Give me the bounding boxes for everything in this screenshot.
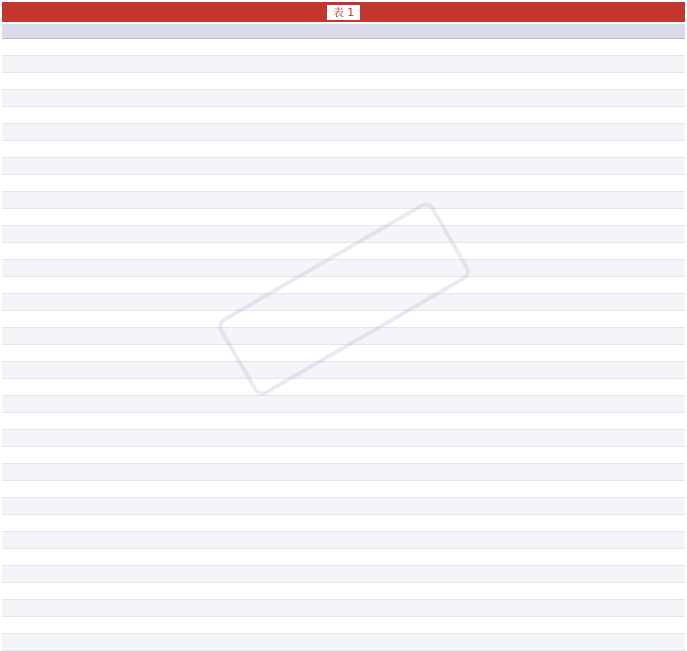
cell-drug [2,243,113,260]
cell-insurance [485,175,685,192]
cell-launch [402,498,485,515]
cell-drug [2,447,113,464]
cell-drug [2,311,113,328]
cell-launch [402,192,485,209]
cell-launch [402,107,485,124]
cell-drug [2,634,113,651]
cell-launch [402,345,485,362]
cell-area [113,90,216,107]
cell-area [113,345,216,362]
cell-drug [2,566,113,583]
cell-insurance [485,226,685,243]
cell-drug [2,498,113,515]
cell-indication [216,107,402,124]
cell-area [113,617,216,634]
cell-indication [216,600,402,617]
cell-insurance [485,328,685,345]
cell-drug [2,430,113,447]
cell-launch [402,634,485,651]
table-row [2,447,685,464]
cell-launch [402,90,485,107]
cell-drug [2,294,113,311]
cell-drug [2,413,113,430]
cell-insurance [485,430,685,447]
cell-launch [402,566,485,583]
cell-drug [2,583,113,600]
cell-indication [216,39,402,56]
cell-insurance [485,39,685,56]
cell-indication [216,549,402,566]
cell-insurance [485,158,685,175]
cell-insurance [485,260,685,277]
cell-launch [402,481,485,498]
cell-indication [216,90,402,107]
cell-area [113,583,216,600]
cell-drug [2,192,113,209]
table-row [2,396,685,413]
cell-area [113,328,216,345]
cell-launch [402,328,485,345]
cell-insurance [485,124,685,141]
cell-insurance [485,566,685,583]
cell-drug [2,73,113,90]
cell-drug [2,158,113,175]
table-row [2,73,685,90]
cell-area [113,158,216,175]
cell-drug [2,277,113,294]
cell-area [113,634,216,651]
cell-launch [402,175,485,192]
table-row [2,226,685,243]
table-row [2,634,685,651]
cell-area [113,73,216,90]
cell-indication [216,515,402,532]
cell-area [113,600,216,617]
header-row [2,24,685,39]
cell-area [113,549,216,566]
cell-drug [2,56,113,73]
table-row [2,379,685,396]
cell-drug [2,600,113,617]
cell-area [113,141,216,158]
cell-launch [402,56,485,73]
cell-insurance [485,515,685,532]
cell-insurance [485,481,685,498]
table-row [2,56,685,73]
table-row [2,362,685,379]
table-row [2,549,685,566]
cell-drug [2,209,113,226]
cell-launch [402,515,485,532]
cell-area [113,39,216,56]
cell-area [113,175,216,192]
table-row [2,481,685,498]
cell-indication [216,583,402,600]
cell-drug [2,175,113,192]
cell-insurance [485,311,685,328]
cell-drug [2,107,113,124]
cell-insurance [485,90,685,107]
table-row [2,498,685,515]
cell-insurance [485,379,685,396]
cell-drug [2,396,113,413]
table-row [2,90,685,107]
cell-area [113,209,216,226]
cell-insurance [485,141,685,158]
table-row [2,158,685,175]
cell-insurance [485,209,685,226]
cell-insurance [485,396,685,413]
cell-insurance [485,192,685,209]
cell-area [113,243,216,260]
cell-launch [402,600,485,617]
cell-indication [216,141,402,158]
table-row [2,107,685,124]
cell-drug [2,345,113,362]
cell-area [113,56,216,73]
cell-launch [402,362,485,379]
cell-area [113,532,216,549]
cell-area [113,464,216,481]
title-bar [2,2,685,22]
header-indication [216,24,402,39]
header-area [113,24,216,39]
header-insurance [485,24,685,39]
cell-launch [402,549,485,566]
cell-area [113,396,216,413]
cell-insurance [485,56,685,73]
cell-indication [216,209,402,226]
cell-insurance [485,634,685,651]
cell-drug [2,362,113,379]
cell-drug [2,328,113,345]
header-launch [402,24,485,39]
table-row [2,209,685,226]
cell-launch [402,73,485,90]
cell-launch [402,396,485,413]
cell-drug [2,226,113,243]
cell-area [113,192,216,209]
table-row [2,175,685,192]
cell-launch [402,39,485,56]
table-row [2,192,685,209]
cell-insurance [485,532,685,549]
cell-launch [402,158,485,175]
cell-indication [216,464,402,481]
cell-insurance [485,447,685,464]
cell-insurance [485,498,685,515]
table-row [2,600,685,617]
cell-indication [216,481,402,498]
cell-launch [402,583,485,600]
table-row [2,515,685,532]
cell-indication [216,413,402,430]
cell-launch [402,311,485,328]
table-row [2,464,685,481]
cell-indication [216,192,402,209]
table-row [2,124,685,141]
cell-launch [402,447,485,464]
cell-indication [216,175,402,192]
cell-launch [402,379,485,396]
cell-drug [2,260,113,277]
cell-area [113,311,216,328]
cell-insurance [485,107,685,124]
cell-insurance [485,73,685,90]
cell-area [113,379,216,396]
table-row [2,617,685,634]
cell-area [113,566,216,583]
cell-drug [2,617,113,634]
cell-insurance [485,617,685,634]
cell-area [113,515,216,532]
cell-indication [216,617,402,634]
cell-indication [216,430,402,447]
cell-launch [402,141,485,158]
cell-launch [402,532,485,549]
cell-launch [402,124,485,141]
cell-area [113,362,216,379]
cell-area [113,481,216,498]
cell-insurance [485,277,685,294]
cell-drug [2,90,113,107]
cell-drug [2,464,113,481]
table-row [2,430,685,447]
cell-indication [216,56,402,73]
table-row [2,413,685,430]
cell-drug [2,141,113,158]
cell-area [113,124,216,141]
cell-drug [2,124,113,141]
cell-insurance [485,583,685,600]
cell-insurance [485,464,685,481]
cell-insurance [485,345,685,362]
cell-insurance [485,294,685,311]
cell-area [113,277,216,294]
table-row [2,532,685,549]
cell-launch [402,413,485,430]
cell-drug [2,39,113,56]
cell-indication [216,124,402,141]
cell-indication [216,447,402,464]
cell-indication [216,566,402,583]
cell-insurance [485,600,685,617]
cell-insurance [485,549,685,566]
cell-area [113,430,216,447]
cell-insurance [485,362,685,379]
cell-indication [216,532,402,549]
cell-launch [402,617,485,634]
cell-indication [216,158,402,175]
cell-area [113,260,216,277]
cell-drug [2,549,113,566]
cell-indication [216,379,402,396]
cell-area [113,107,216,124]
cell-indication [216,498,402,515]
table-title: 表 1 [327,5,361,20]
cell-insurance [485,413,685,430]
cell-drug [2,481,113,498]
cell-area [113,498,216,515]
table-row [2,566,685,583]
cell-insurance [485,243,685,260]
cell-area [113,413,216,430]
cell-drug [2,379,113,396]
cell-launch [402,430,485,447]
cell-area [113,226,216,243]
table-row [2,39,685,56]
cell-launch [402,464,485,481]
table-row [2,141,685,158]
cell-indication [216,396,402,413]
cell-drug [2,515,113,532]
cell-area [113,294,216,311]
header-drug [2,24,113,39]
cell-indication [216,634,402,651]
cell-indication [216,73,402,90]
cell-drug [2,532,113,549]
cell-area [113,447,216,464]
table-row [2,583,685,600]
